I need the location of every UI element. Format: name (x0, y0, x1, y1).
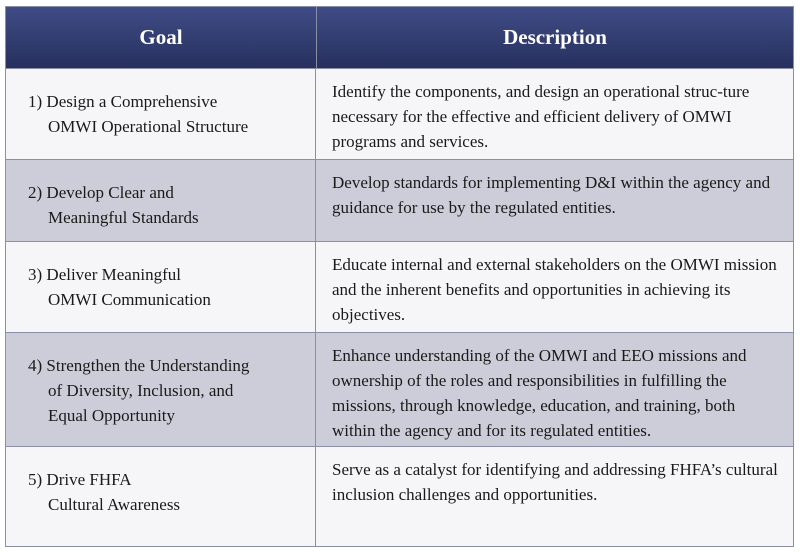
table-row (6, 332, 793, 446)
table-row (6, 241, 793, 332)
goal-line: 1) Design a Comprehensive (28, 92, 218, 111)
goal-line: 4) Strengthen the Understanding (28, 356, 250, 375)
description-cell: Serve as a catalyst for identifying and addressing FHFA’s cultural inclusion challenges and opportunities. (332, 460, 778, 504)
description-cell: Enhance understanding of the OMWI and EEO missions and ownership of the roles and responsibilities in fulfilling the missions, through knowledge, education, and training, both within the agency and for its regulated entities. (332, 346, 747, 440)
goals-table (5, 6, 794, 547)
goal-cell (6, 333, 316, 446)
goal-line: 3) Deliver Meaningful (28, 265, 181, 284)
goal-cell (6, 447, 316, 546)
table-row (6, 68, 793, 159)
goal-cell (6, 242, 316, 332)
table-row (6, 159, 793, 241)
description-cell: Develop standards for implementing D&I within the agency and guidance for use by the regulated entities. (332, 173, 771, 217)
goal-line: Equal Opportunity (48, 406, 176, 425)
table-header (6, 7, 793, 68)
description-cell: Identify the components, and design an operational struc-ture necessary for the effective and efficient delivery of OMWI programs and services. (332, 82, 750, 151)
table-row (6, 446, 793, 546)
goal-line: 5) Drive FHFA (28, 470, 132, 489)
goal-line: 2) Develop Clear and (28, 183, 174, 202)
description-cell: Educate internal and external stakeholders on the OMWI mission and the inherent benefits and opportunities in achieving its objectives. (332, 255, 777, 324)
goal-column-header: Goal (6, 7, 317, 68)
goal-line: of Diversity, Inclusion, and (48, 381, 234, 400)
goal-line: OMWI Communication (48, 290, 211, 309)
goal-line: Cultural Awareness (48, 495, 181, 514)
goal-line: Meaningful Standards (48, 208, 199, 227)
goal-line: OMWI Operational Structure (48, 117, 249, 136)
goal-cell (6, 160, 316, 241)
description-column-header: Description (503, 25, 607, 49)
goal-cell (6, 69, 316, 159)
